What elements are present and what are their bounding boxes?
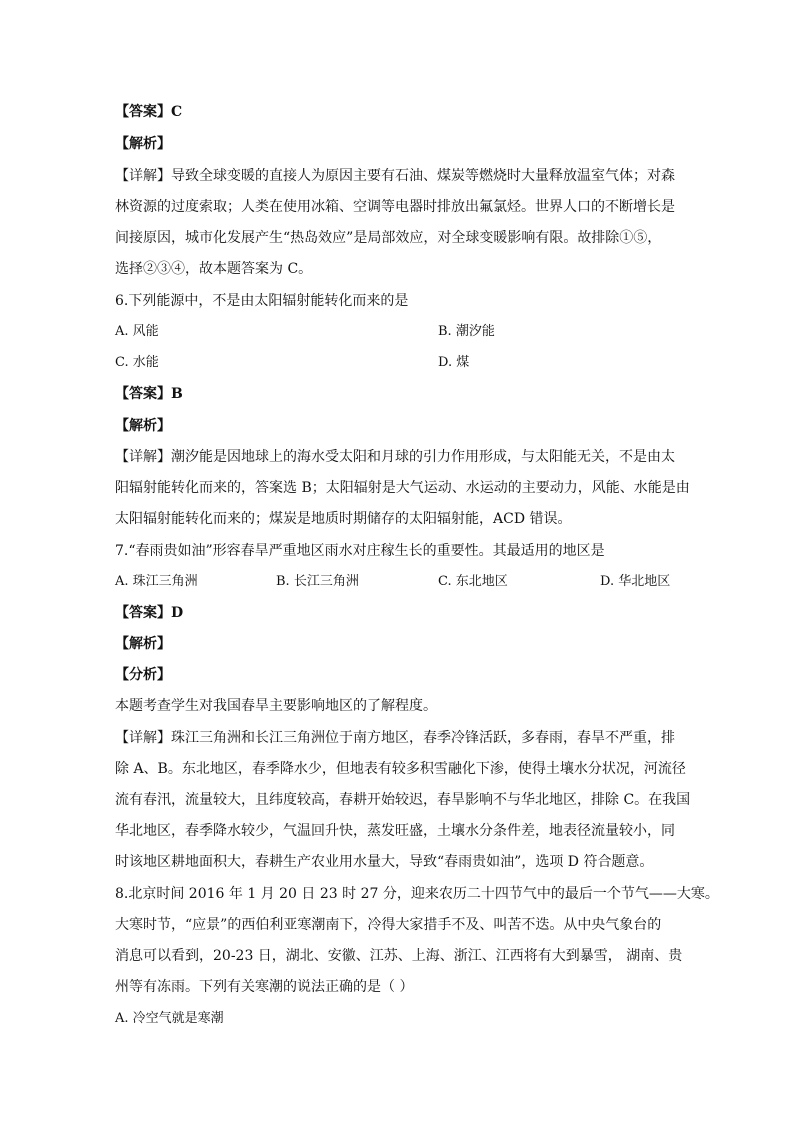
q6-option-a: A. 风能 [115, 324, 159, 339]
q6-analysis-label: 【解析】 [115, 418, 171, 434]
q5-detail-line: 间接原因，城市化发展产生“热岛效应”是局部效应，对全球变暖影响有限。故排除①⑤， [115, 230, 662, 246]
q7-option-b: B. 长江三角洲 [276, 574, 359, 589]
q7-fenxi-text: 本题考查学生对我国春旱主要影响地区的了解程度。 [115, 698, 437, 714]
q7-option-d: D. 华北地区 [600, 574, 671, 589]
q7-detail-line: 流有春汛，流量较大，且纬度较高，春耕开始较迟，春旱影响不与华北地区，排除 C。在我国 [115, 792, 691, 808]
q6-option-b: B. 潮汐能 [438, 324, 495, 339]
q7-option-c: C. 东北地区 [438, 574, 508, 589]
q8-stem-line: 州等有冻雨。下列有关寒潮的说法正确的是（ ） [115, 979, 414, 995]
q7-detail-line: 除 A、B。东北地区，春季降水少，但地表有较多积雪融化下渗，使得土壤水分状况，河流径 [115, 761, 686, 777]
q6-detail-line: 阳辐射能转化而来的，答案选 B；太阳辐射是大气运动、水运动的主要动力，风能、水能是由 [115, 480, 690, 496]
q5-detail-line: 林资源的过度索取；人类在使用冰箱、空调等电器时排放出氟氯烃。世界人口的不断增长是 [115, 199, 675, 215]
q7-fenxi-label: 【分析】 [115, 667, 171, 683]
q7-analysis-label: 【解析】 [115, 636, 171, 652]
q8-stem-line: 消息可以看到，20-23 日，湖北、安徽、江苏、上海、浙江、江西将有大到暴雪， 湖南、贵 [115, 948, 683, 964]
q6-option-c: C. 水能 [115, 355, 159, 370]
q7-detail-line: 时该地区耕地面积大，春耕生产农业用水量大，导致“春雨贵如油”，选项 D 符合题意。 [115, 854, 654, 870]
q6-detail-line: 【详解】潮汐能是因地球上的海水受太阳和月球的引力作用形成，与太阳能无关，不是由太 [115, 449, 675, 465]
q7-option-a: A. 珠江三角洲 [115, 574, 198, 589]
q7-detail-line: 华北地区，春季降水较少，气温回升快，蒸发旺盛，土壤水分条件差，地表径流量较小，同 [115, 823, 675, 839]
q6-option-d: D. 煤 [438, 355, 470, 370]
q5-detail-line: 【详解】导致全球变暖的直接人为原因主要有石油、煤炭等燃烧时大量释放温室气体；对森 [115, 168, 675, 184]
q7-answer: 【答案】D [115, 605, 184, 621]
q8-stem-line: 大寒时节，“应景”的西伯利亚寒潮南下，冷得大家措手不及、叫苦不迭。从中央气象台的 [115, 917, 662, 933]
q6-answer: 【答案】B [115, 386, 183, 402]
q6-detail-line: 太阳辐射能转化而来的；煤炭是地质时期储存的太阳辐射能，ACD 错误。 [115, 511, 572, 527]
q7-stem: 7.“春雨贵如油”形容春旱严重地区雨水对庄稼生长的重要性。其最适用的地区是 [115, 543, 605, 559]
q8-stem-line: 8.北京时间 2016 年 1 月 20 日 23 时 27 分，迎来农历二十四节气中的最后一个节气——大寒。 [115, 886, 719, 902]
q5-analysis-label: 【解析】 [115, 136, 171, 152]
q5-detail-line: 选择②③④，故本题答案为 C。 [115, 261, 313, 277]
q6-stem: 6.下列能源中，不是由太阳辐射能转化而来的是 [115, 293, 409, 309]
q5-answer: 【答案】C [115, 104, 183, 120]
q8-option-a: A. 冷空气就是寒潮 [115, 1011, 224, 1026]
q7-detail-line: 【详解】珠江三角洲和长江三角洲位于南方地区，春季冷锋活跃，多春雨，春旱不严重，排 [115, 730, 675, 746]
